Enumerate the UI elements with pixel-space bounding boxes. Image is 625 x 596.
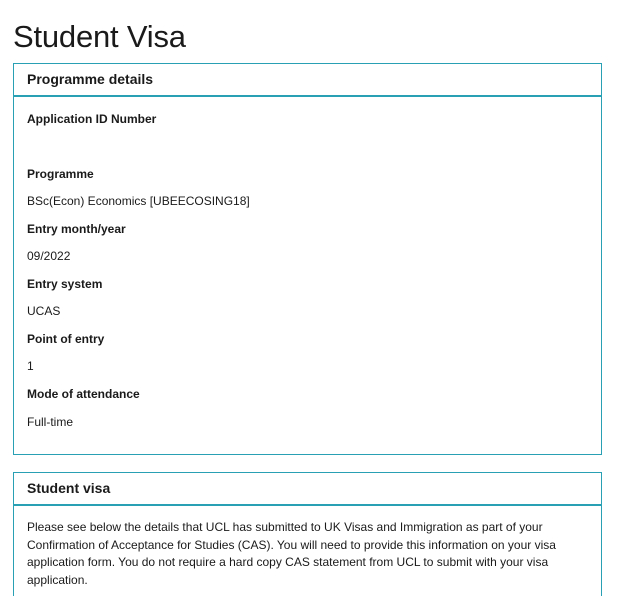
field-entry-month-year — [27, 222, 126, 264]
student-visa-intro: Please see below the details that UCL has submitted to UK Visas and Immigration as part of your Confirmation of Acceptance for Studies (CAS). You will need to provide this information on your visa application form. You do not require a hard copy CAS statement from UCL to submit with your visa application. — [27, 520, 556, 587]
programme-details-header: Programme details — [14, 64, 601, 97]
field-label: Entry system — [27, 277, 103, 291]
field-application-id — [27, 112, 156, 141]
field-mode-of-attendance — [27, 387, 140, 430]
student-visa-header: Student visa — [14, 473, 601, 506]
field-value: UCAS — [27, 304, 61, 318]
field-label: Programme — [27, 167, 94, 181]
field-entry-system — [27, 277, 102, 319]
student-visa-body — [14, 506, 601, 589]
field-value: 09/2022 — [27, 249, 71, 263]
field-value: Full-time — [27, 415, 74, 429]
field-label: Point of entry — [27, 332, 105, 346]
field-value: BSc(Econ) Economics [UBEECOSING18] — [27, 194, 250, 208]
field-label: Entry month/year — [27, 222, 126, 236]
field-point-of-entry — [27, 332, 104, 374]
field-label: Application ID Number — [27, 112, 157, 126]
field-label: Mode of attendance — [27, 387, 140, 401]
student-visa-panel — [13, 472, 602, 596]
field-value: 1 — [27, 359, 34, 373]
field-programme — [27, 167, 250, 209]
programme-details-body — [14, 97, 601, 454]
programme-details-panel — [13, 63, 602, 455]
page-title: Student Visa — [13, 19, 186, 54]
